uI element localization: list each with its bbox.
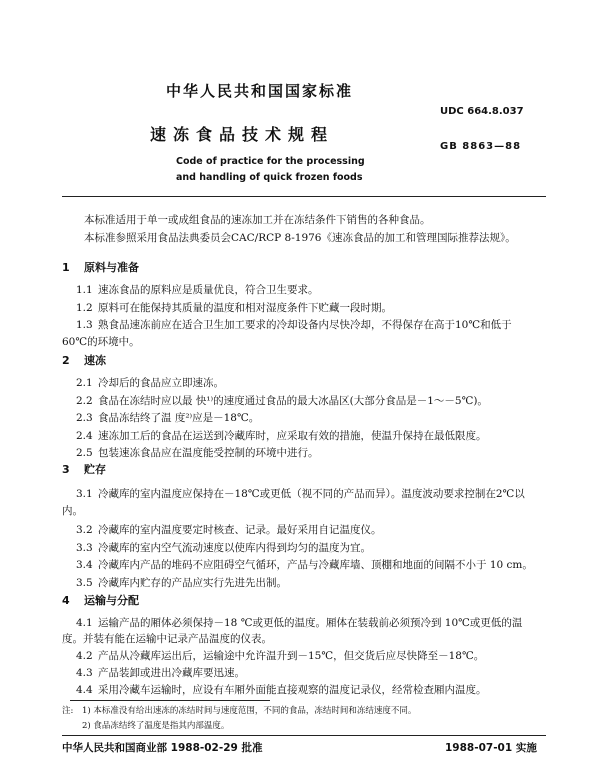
clause-text: 食品冻结终了温 度²⁾应是－18℃。 [98,412,260,424]
clause-number: 1.1 [76,284,93,296]
english-title-line-2: and handling of quick frozen foods [176,172,363,183]
header-divider [62,196,546,197]
clause-number: 2.5 [76,447,93,459]
section-title: 运输与分配 [84,594,139,607]
clause-2-1 [62,375,546,392]
document-title: 速冻食品技术规程 [150,125,335,144]
clause-text: 熟食品速冻前应在适合卫生加工要求的冷却设备内尽快冷却，不得保存在高于10℃和低于 [98,319,512,331]
clause-1-2 [62,300,546,317]
clause-number: 2.2 [76,395,93,407]
clause-text: 冷藏库内产品的堆码不应阻碍空气循环，产品与冷藏库墙、顶棚和地面的间隔不小于 10 cm。 [98,559,533,571]
clause-number: 1.3 [76,319,93,331]
clause-number: 3.4 [76,559,93,571]
clause-text: 冷藏库的室内空气流动速度以使库内得到均匀的温度为宜。 [98,542,371,554]
gb-number: GB 8863—88 [440,141,522,152]
standard-type-heading: 中华人民共和国国家标准 [166,82,354,100]
intro-paragraph-2: 本标准参照采用食品法典委员会CAC/RCP 8-1976《速冻食品的加工和管理国际推荐法规》。 [84,232,516,244]
clause-number: 4.3 [76,667,93,679]
clause-number: 3.5 [76,577,93,589]
clause-text: 冷藏库内贮存的产品应实行先进先出制。 [98,577,287,589]
clause-2-2 [62,393,546,410]
note-2: 2) 食品冻结终了温度是指其内部温度。 [82,721,230,731]
clause-number: 4.4 [76,684,93,696]
clause-number: 3.3 [76,542,93,554]
notes-divider [70,700,270,701]
clause-text: 原料可在能保持其质量的温度和相对湿度条件下贮藏一段时期。 [98,302,392,314]
clause-4-1 [62,615,546,632]
clause-4-4 [62,682,546,699]
approval-line: 中华人民共和国商业部 1988-02-29 批准 [62,742,263,754]
section-4-heading [62,592,546,608]
clause-1-3 [62,317,546,334]
section-number: 2 [62,354,70,367]
clause-text: 冷藏库的室内温度要定时核查、记录。最好采用自记温度仪。 [98,524,382,536]
clause-number: 3.1 [76,488,93,500]
clause-number: 2.1 [76,377,93,389]
note-1: 1) 本标准没有给出速冻的冻结时间与速度范围，不同的食品，冻结时间和冻结速度不同。 [82,706,417,716]
clause-text: 速冻加工后的食品在运送到冷藏库时，应采取有效的措施，使温升保持在最低限度。 [98,430,487,442]
clause-2-4 [62,428,546,445]
clause-number: 2.3 [76,412,93,424]
section-title: 原料与准备 [84,261,139,274]
section-title: 贮存 [84,463,106,476]
effective-date: 1988-07-01 实施 [445,742,537,754]
clause-2-5 [62,445,546,462]
clause-3-2 [62,522,546,539]
clause-3-1-continued: 内。 [62,505,83,517]
clause-4-3 [62,665,546,682]
section-number: 1 [62,261,70,274]
section-1-heading [62,259,546,275]
clause-1-3-continued: 60℃的环境中。 [62,336,140,348]
clause-text: 包装速冻食品应在温度能受控制的环境中进行。 [98,447,319,459]
clause-3-4 [62,557,546,574]
clause-3-1 [62,486,546,503]
section-number: 4 [62,594,70,607]
clause-number: 1.2 [76,302,93,314]
section-number: 3 [62,463,70,476]
intro-paragraph-1: 本标准适用于单一或成组食品的速冻加工并在冻结条件下销售的各种食品。 [84,214,431,226]
clause-text: 食品在冻结时应以最 快¹⁾的速度通过食品的最大冰晶区(大部分食品是－1～－5℃)。 [98,395,488,407]
clause-4-1-continued: 度。并装有能在运输中记录产品温度的仪表。 [62,633,272,645]
clause-2-3 [62,410,546,427]
clause-3-3 [62,540,546,557]
clause-text: 产品装卸或进出冷藏库要迅速。 [98,667,245,679]
clause-text: 采用冷藏车运输时，应设有车厢外面能直接观察的温度记录仪，经常检查厢内温度。 [98,684,487,696]
section-3-heading [62,461,546,477]
clause-number: 2.4 [76,430,93,442]
clause-3-5 [62,575,546,592]
clause-number: 4.2 [76,650,93,662]
clause-4-2 [62,648,546,665]
clause-number: 4.1 [76,617,93,629]
english-title-line-1: Code of practice for the processing [176,156,365,167]
clause-number: 3.2 [76,524,93,536]
clause-text: 运输产品的厢体必须保持－18 ℃或更低的温度。厢体在装载前必须预冷到 10℃或更低的温 [98,617,523,629]
clause-text: 速冻食品的原料应是质量优良，符合卫生要求。 [98,284,319,296]
clause-1-1 [62,282,546,299]
footer-divider [62,735,546,736]
notes-label: 注: [62,706,74,716]
section-title: 速冻 [84,354,106,367]
udc-code: UDC 664.8.037 [440,106,524,117]
clause-text: 产品从冷藏库运出后，运输途中允许温升到－15℃，但交货后应尽快降至－18℃。 [98,650,485,662]
section-2-heading [62,352,546,368]
clause-text: 冷却后的食品应立即速冻。 [98,377,224,389]
clause-text: 冷藏库的室内温度应保持在－18℃或更低（视不同的产品而异）。温度波动要求控制在2℃以 [98,488,525,500]
